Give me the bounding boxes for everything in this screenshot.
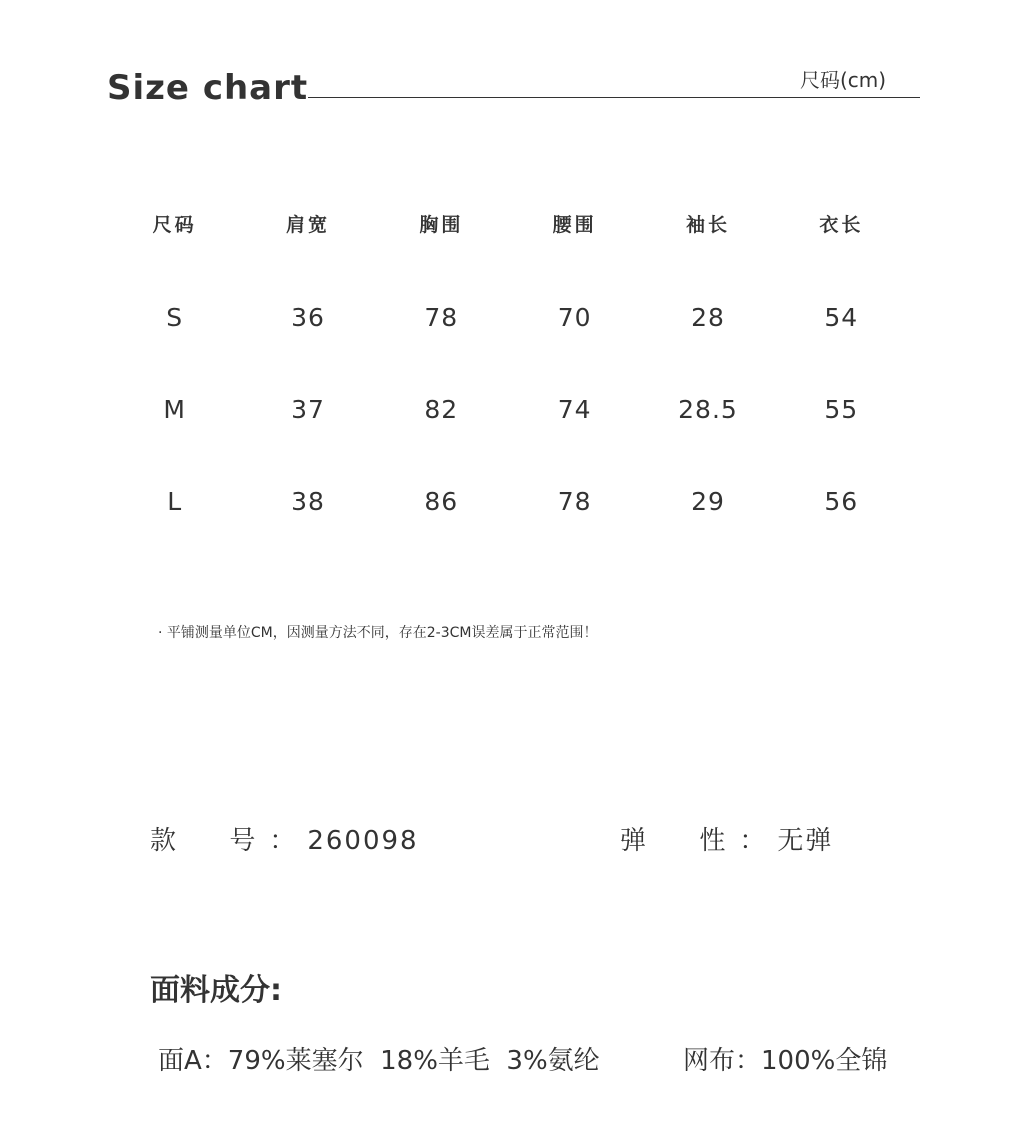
elasticity-value: 无弹 bbox=[777, 826, 834, 856]
style-number bbox=[150, 820, 419, 857]
elasticity-colon: ： bbox=[739, 826, 766, 856]
cell-chest: 78 bbox=[424, 302, 459, 332]
cell-length: 56 bbox=[824, 486, 859, 516]
size-table bbox=[108, 175, 908, 547]
cell-shoulder: 37 bbox=[291, 394, 325, 424]
table-header-row bbox=[108, 175, 908, 271]
style-number-label: 款 号 bbox=[150, 826, 258, 856]
fabric-composition-mesh: 网布：100%全锦 bbox=[683, 1046, 888, 1076]
cell-sleeve: 28 bbox=[691, 302, 725, 332]
cell-size: S bbox=[166, 302, 184, 332]
cell-sleeve: 29 bbox=[691, 486, 725, 516]
cell-sleeve: 28.5 bbox=[678, 394, 738, 424]
cell-chest: 86 bbox=[424, 486, 459, 516]
header-shoulder: 肩宽 bbox=[285, 213, 330, 236]
cell-shoulder: 38 bbox=[291, 486, 325, 516]
cell-size: L bbox=[167, 486, 183, 516]
style-number-colon: ： bbox=[269, 826, 296, 856]
header-size: 尺码 bbox=[152, 213, 197, 236]
cell-chest: 82 bbox=[424, 394, 459, 424]
cell-waist: 78 bbox=[557, 486, 592, 516]
cell-shoulder: 36 bbox=[291, 302, 325, 332]
header-length: 衣长 bbox=[819, 213, 864, 236]
measurement-note: · 平铺测量单位CM，因测量方法不同，存在2-3CM误差属于正常范围！ bbox=[158, 625, 598, 641]
table-row bbox=[108, 363, 908, 455]
fabric-composition-a: 面A：79%莱塞尔 18%羊毛 3%氨纶 bbox=[158, 1046, 600, 1076]
header-sleeve: 袖长 bbox=[685, 213, 730, 236]
chart-title: Size chart bbox=[107, 68, 309, 108]
style-number-value: 260098 bbox=[307, 826, 419, 856]
unit-label: 尺码(cm) bbox=[800, 68, 887, 92]
elasticity-label: 弹 性 bbox=[620, 826, 728, 856]
table-row bbox=[108, 271, 908, 363]
cell-length: 55 bbox=[824, 394, 859, 424]
cell-waist: 74 bbox=[557, 394, 592, 424]
title-divider bbox=[308, 97, 920, 98]
fabric-heading: 面料成分: bbox=[150, 973, 282, 1008]
elasticity bbox=[620, 820, 833, 857]
cell-waist: 70 bbox=[557, 302, 592, 332]
cell-size: M bbox=[163, 394, 186, 424]
table-row bbox=[108, 455, 908, 547]
cell-length: 54 bbox=[824, 302, 859, 332]
header-chest: 胸围 bbox=[419, 213, 464, 236]
header-waist: 腰围 bbox=[552, 213, 597, 236]
